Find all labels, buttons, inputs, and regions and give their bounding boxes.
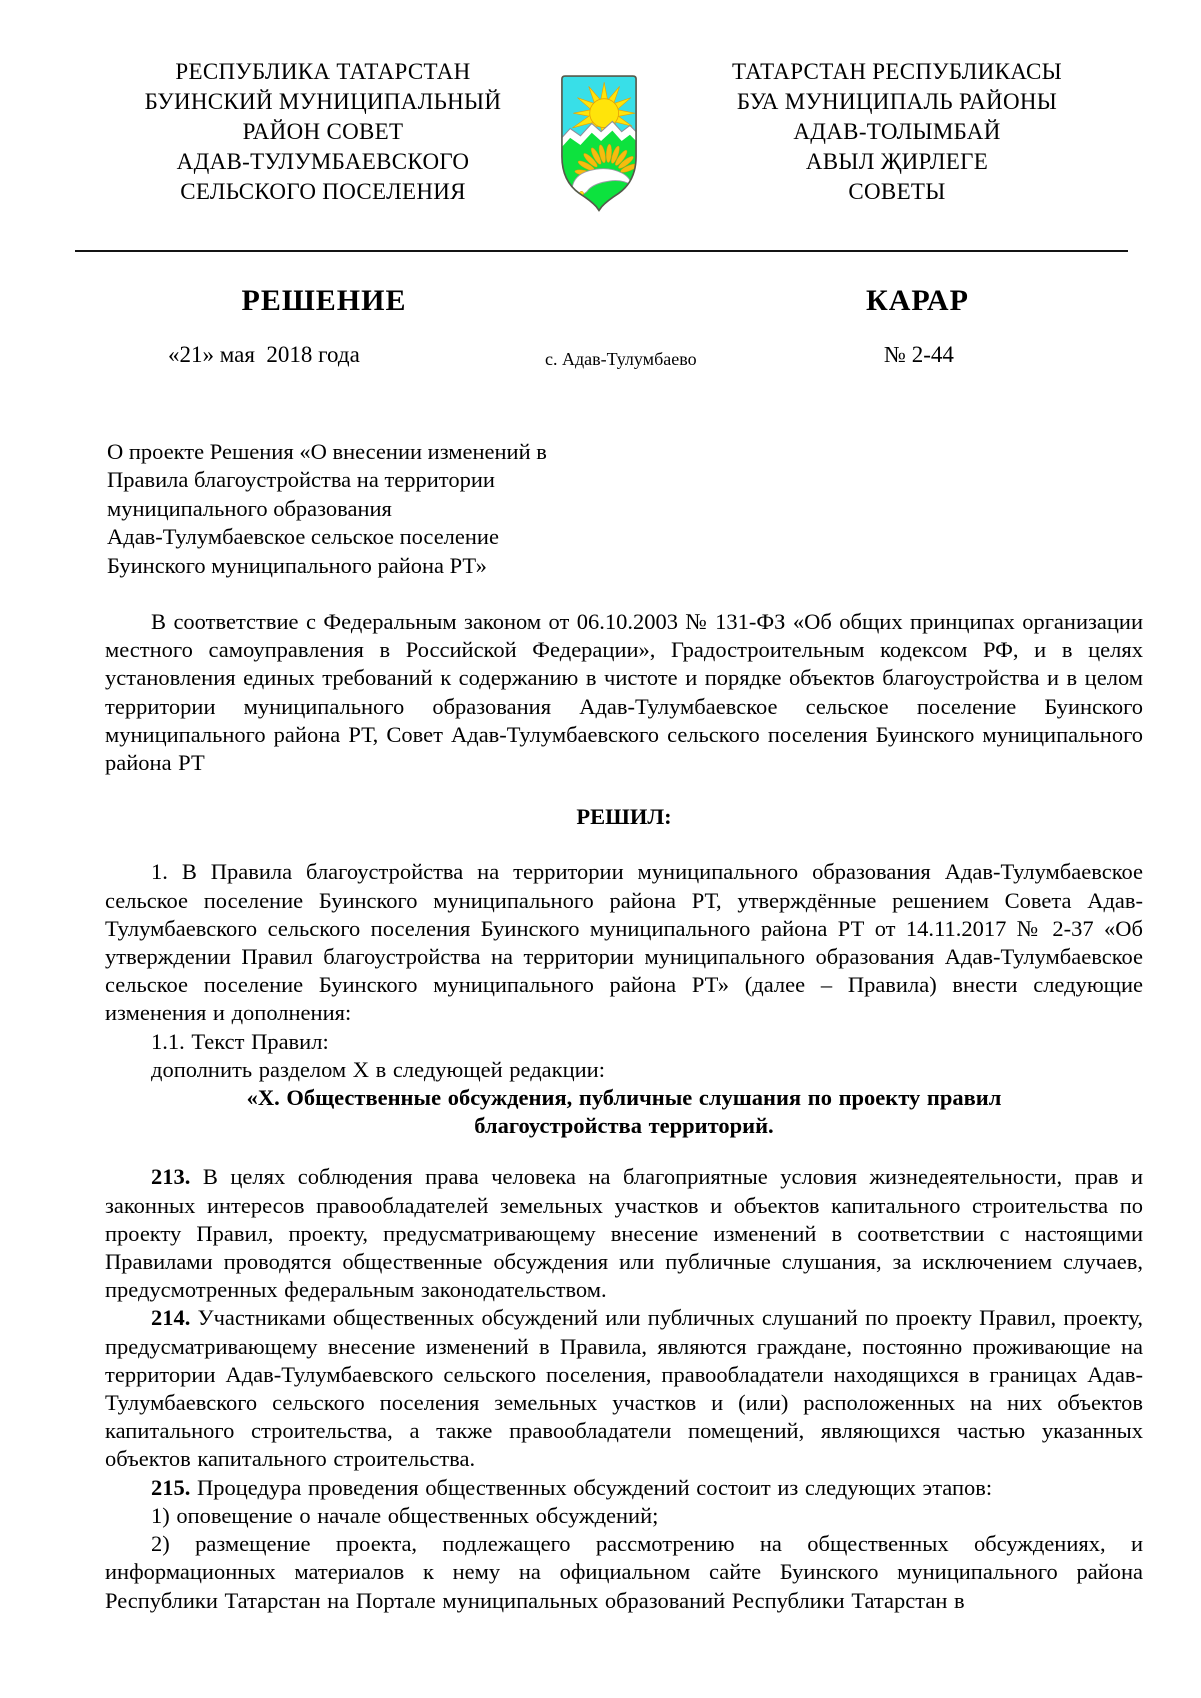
subject-line: Правила благоустройства на территории — [107, 467, 495, 493]
org-line: АВЫЛ ҖИРЛЕГЕ — [805, 149, 989, 174]
paragraph-1-1: 1.1. Текст Правил: — [151, 1028, 329, 1054]
org-line: ТАТАРСТАН РЕСПУБЛИКАСЫ — [731, 59, 1062, 84]
org-line: БУИНСКИЙ МУНИЦИПАЛЬНЫЙ — [144, 89, 502, 114]
list-item-2: 2) размещение проекта, подлежащего рассмотрению на общественных обсуждениях, и информационных материалов к нему на официальном сайте Буинского муниципального района Республики Татарстан на Портале муниципальных образований Республики Татарстан в — [105, 1531, 1143, 1613]
paragraph-214 — [105, 1304, 1143, 1473]
section-x-heading-line2: благоустройства территорий. — [474, 1113, 774, 1139]
doc-title-russian: РЕШЕНИЕ — [241, 284, 407, 317]
doc-place: с. Адав-Тулумбаево — [545, 349, 697, 369]
org-line: АДАВ-ТОЛЫМБАЙ — [793, 119, 1001, 144]
resolved-heading: РЕШИЛ: — [576, 804, 672, 830]
org-line: РЕСПУБЛИКА ТАТАРСТАН — [175, 59, 471, 84]
org-line: СОВЕТЫ — [848, 179, 946, 204]
subject-line: О проекте Решения «О внесении изменений в — [107, 439, 547, 464]
paragraph-214-text: Участниками общественных обсуждений или публичных слушаний по проекту Правил, проекту, предусматривающему внесение изменений в Правила, являются граждане, постоянно проживающие на территории Адав-Тулумбаевского сельского поселения, правообладатели находящихся в границах Адав-Тулумбаевского сельского поселения земельных участков и (или) расположенных на них объектов капитального строительства, а также правообладатели помещений, являющихся частью указанных объектов капитального строительства. — [105, 1305, 1144, 1472]
org-line: АДАВ-ТУЛУМБАЕВСКОГО — [176, 149, 470, 174]
paragraph-1-2: дополнить разделом Х в следующей редакции: — [151, 1056, 605, 1082]
paragraph-213-number: 213. — [151, 1164, 191, 1190]
subject-line: муниципального образования — [107, 495, 392, 521]
org-line: РАЙОН СОВЕТ — [242, 119, 404, 144]
subject-line: Буинского муниципального района РТ» — [107, 552, 487, 578]
list-item-1: 1) оповещение о начале общественных обсуждений; — [151, 1502, 659, 1528]
paragraph-215-text: Процедура проведения общественных обсуждений состоит из следующих этапов: — [197, 1474, 993, 1500]
doc-title-tatar: КАРАР — [866, 284, 969, 317]
doc-date: «21» мая 2018 года — [168, 342, 360, 367]
paragraph-1: 1. В Правила благоустройства на территории муниципального образования Адав-Тулумбаевское сельское поселение Буинского муниципального района РТ, утверждённые решением Совета Адав-Тулумбаевского сельского поселения Буинского муниципального района РТ от 14.11.2017 № 2-37 «Об утверждении Правил благоустройства на территории муниципального образования Адав-Тулумбаевское сельское поселение Буинского муниципального района РТ» (далее – Правила) внести следующие изменения и дополнения: — [105, 859, 1143, 1026]
paragraph-213 — [105, 1163, 1143, 1304]
org-line: СЕЛЬСКОГО ПОСЕЛЕНИЯ — [180, 179, 466, 204]
org-name-tatar — [662, 57, 1132, 207]
paragraph-214-number: 214. — [151, 1305, 191, 1331]
doc-subject — [107, 438, 707, 580]
org-name-russian — [88, 57, 558, 207]
intro-paragraph: В соответствие с Федеральным законом от 06.10.2003 № 131-ФЗ «Об общих принципах организации местного самоуправления в Российской Федерации», Градостроительным кодексом РФ, и в целях установления единых требований к содержанию в чистоте и порядке объектов благоустройства и в целом территории муниципального образования Адав-Тулумбаевское сельское поселение Буинского муниципального района РТ, Совет Адав-Тулумбаевского сельского поселения Буинского муниципального района РТ — [105, 609, 1143, 776]
coat-of-arms-emblem — [559, 74, 639, 212]
doc-number: № 2-44 — [884, 342, 954, 367]
paragraph-213-text: В целях соблюдения права человека на благоприятные условия жизнедеятельности, прав и законных интересов правообладателей земельных участков и объектов капитального строительства по проекту Правил, проекту, предусматривающему внесение изменений в соответствии с настоящими Правилами проводятся общественные обсуждения или публичные слушания, за исключением случаев, предусмотренных федеральным законодательством. — [105, 1164, 1144, 1303]
subject-line: Адав-Тулумбаевское сельское поселение — [107, 524, 499, 550]
paragraph-215 — [105, 1474, 1143, 1502]
paragraph-215-number: 215. — [151, 1474, 191, 1500]
org-line: БУА МУНИЦИПАЛЬ РАЙОНЫ — [736, 89, 1058, 114]
section-x-heading-line1: «Х. Общественные обсуждения, публичные слушания по проекту правил — [246, 1085, 1002, 1111]
coat-of-arms-icon — [559, 74, 639, 212]
header-divider — [75, 250, 1128, 252]
doc-body — [105, 608, 1143, 1615]
